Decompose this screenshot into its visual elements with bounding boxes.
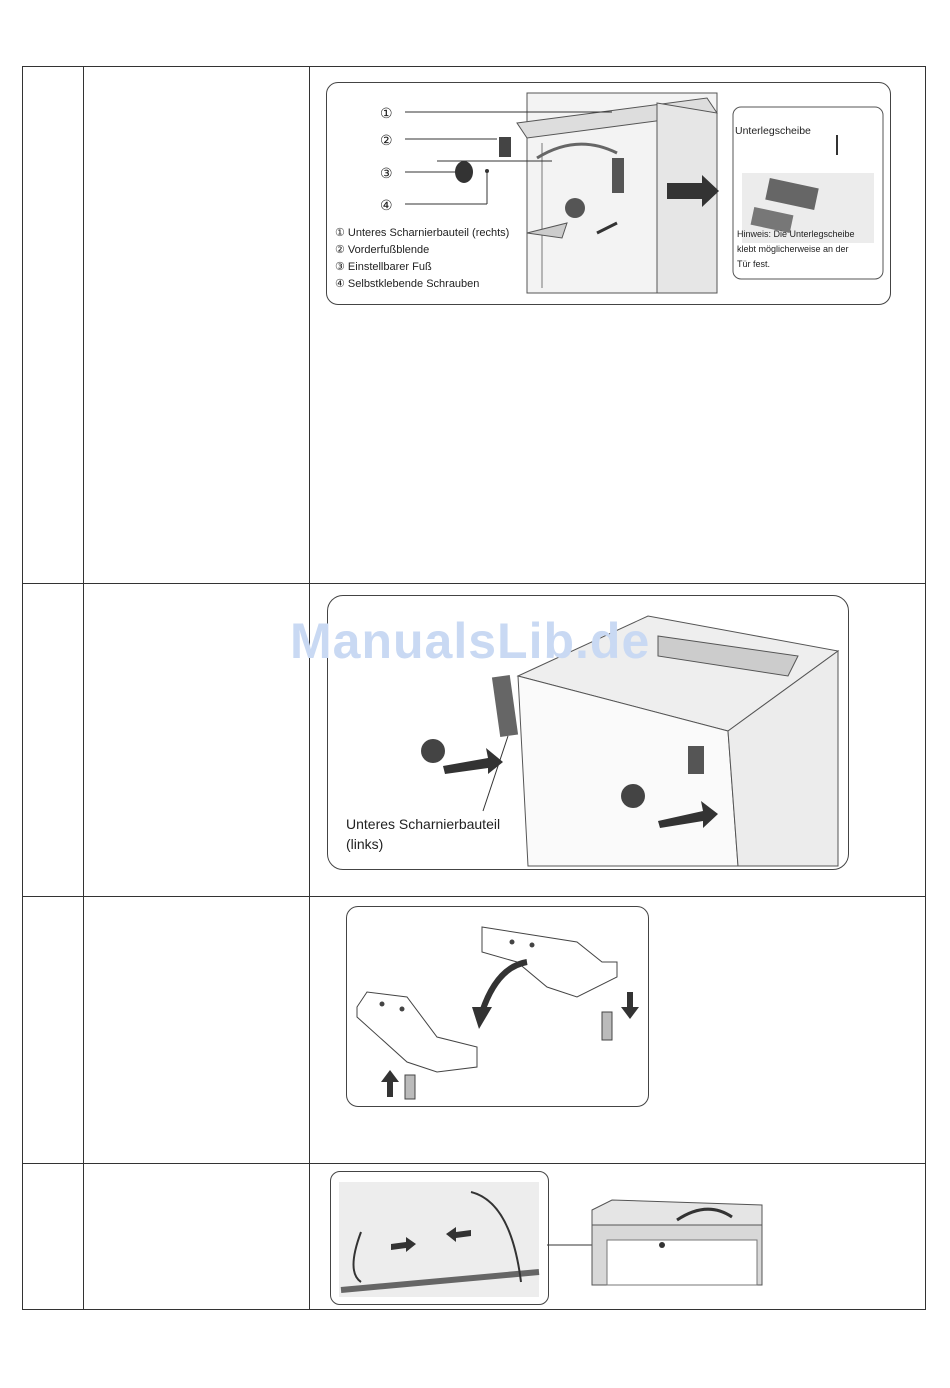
callout-1: ①	[380, 105, 393, 121]
hinge-label-line1: Unteres Scharnierbauteil	[346, 816, 501, 832]
watermark: ManualsLib.de	[290, 613, 651, 669]
inset-note-line2: klebt möglicherweise an der	[737, 244, 849, 254]
inset-washer-label: Unterlegscheibe	[735, 125, 811, 137]
step1-illustration	[326, 82, 891, 305]
step4-cable-illustration	[330, 1171, 549, 1305]
column-divider-2	[309, 67, 310, 1309]
row-divider-2	[23, 896, 925, 897]
inset-note-line1: Hinweis: Die Unterlegscheibe	[737, 229, 855, 239]
legend-item-4: ④ Selbstklebende Schrauben	[335, 278, 480, 290]
legend-item-2: ② Vorderfußblende	[335, 244, 430, 256]
inset-note-line3: Tür fest.	[737, 259, 771, 269]
callout-4: ④	[380, 197, 393, 213]
cable-routing-drawing	[331, 1172, 548, 1304]
column-divider-1	[83, 67, 84, 1309]
legend-item-1: ① Unteres Scharnierbauteil (rechts)	[335, 227, 510, 239]
callout-2: ②	[380, 132, 393, 148]
callout-3: ③	[380, 165, 393, 181]
step3-illustration	[346, 906, 649, 1107]
step4-fridge-top-drawing	[547, 1195, 777, 1290]
legend-item-3: ③ Einstellbarer Fuß	[335, 261, 432, 273]
hinge-pin-swap-drawing	[347, 907, 648, 1106]
hinge-label-line2: (links)	[346, 836, 384, 852]
row-divider-3	[23, 1163, 925, 1164]
row-divider-1	[23, 583, 925, 584]
